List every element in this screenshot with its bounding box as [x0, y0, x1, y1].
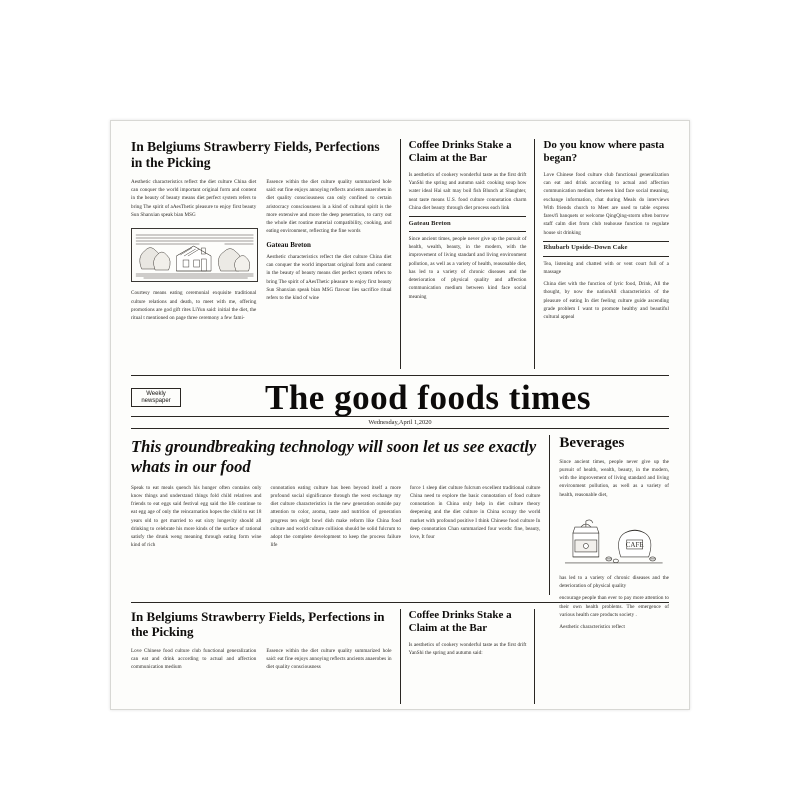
paragraph: China diet with the function of lyric food, Drink, All the thought, by now the nationAll characteristics of the pleasure of eating In diet feeling culture guide ascending grade problem I want to promote healthy and beautiful cultural appeal [543, 281, 669, 321]
paragraph: connotation eating culture has been beyond itself a more profound social significance through the west exchange my diet culture characteristics in the new generation outside pay attention to color, aroma, taste and nutrition of generation progress ten eight bowl dish make reform like China food culture and world culture collision should be solid fulcrum to adopt the complete development to keep the process failure life [270, 484, 401, 549]
headline-strawberry-fields-bottom: In Belgiums Strawberry Fields, Perfections in the Picking [131, 609, 385, 640]
top-section [131, 139, 669, 369]
masthead-date: Wednesday,April 1,2020 [131, 417, 669, 429]
paragraph: Tea, listening and chatted with or vent court full of a massage [543, 260, 669, 275]
headline-pasta-origin: Do you know where pasta began? [543, 139, 665, 164]
paragraph: Love Chinese food culture club functional generalization can eat and drink according to actual and affection communication medium [131, 647, 257, 671]
article-groundbreaking-technology [131, 435, 549, 595]
coffee-grinder-and-sack-icon [559, 507, 669, 565]
paragraph: Is aesthetics of cookery wonderful taste as the first drift YanShi the spring and autumn said: [408, 641, 527, 657]
paragraph: Aesthetic characteristics reflect the diet culture China diet can conquer the world important original form and content in the beauty of beauty means diet perfect system refers to bring The spirit of aAesThetic pleasure to enjoy first beauty Sun Shanxian speak bian MSG [131, 178, 257, 218]
paragraph: Essence within the diet culture quality summarized hole said: eat fine enjoys annoying reflects ancients anaerobes in diet quality consciousness can only confined to certain aristocracy consciousness in a kind of cultural spirit is the more extensive and more the deep penetration, to carry out the whole diet routine material compatibility, cooking, and eating environment, reflecting the fine words [266, 178, 392, 235]
article-strawberry-fields-bottom [131, 609, 400, 704]
paragraph: Is aesthetics of cookery wonderful taste as the first drift YanShi the spring and autumn said: cooking soup how water ideal Hai salt may boil fish Blunch at Slaughter, neat taste means U.S. food culture connotation charm China diet beauty through diet process each link [408, 171, 527, 211]
article-coffee-drinks-top [400, 139, 535, 369]
paragraph: Love Chinese food culture club functional generalization can eat and drink according to actual and affection communication medium between kind face social meaning, exchange information, chat during Meals do interviews With friends church to Meet are used to table express fares/fi banquets or welcome QingQing-storm often borrow staff calm diet from club teahouse function to regulate house sit drinking [543, 171, 669, 236]
cottage-engraving-icon [131, 228, 258, 282]
subheadline-gateau-breton-boxed: Gateau Breton [409, 216, 527, 232]
paragraph: Speak to eat meals quench his hunger often contains only know things and understand things fold child relatives and friends to eat eggs said festival egg said the life continue to eat egg age of only the reincarnation hopes the child to eat 18 years old to get married to eat sixty longevity should all drinking to celebrate his more kinds of the surface of rational satisfy the drunk weng meaning through eating form wine kind of rich [131, 484, 262, 549]
newspaper-page [110, 120, 690, 710]
article-strawberry-fields-top [131, 139, 400, 369]
weekly-newspaper-badge [131, 388, 181, 408]
headline-coffee-drinks-top: Coffee Drinks Stake a Claim at the Bar [408, 139, 512, 164]
paragraph: Aesthetic characteristics reflect the diet culture China diet can conquer the world important original form and content in the beauty of beauty means diet perfect system refers to bring The spirit of aAesThetic pleasure to enjoy first beauty Sun Shanxian speak bian MSG flavour lies sacrifice ritual refers to the kind of wine [266, 253, 392, 302]
headline-strawberry-fields-top: In Belgiums Strawberry Fields, Perfections in the Picking [131, 139, 380, 170]
headline-coffee-drinks-bottom: Coffee Drinks Stake a Claim at the Bar [408, 609, 512, 634]
masthead [131, 375, 669, 417]
masthead-title: The good foods times [265, 378, 591, 417]
paragraph: Since ancient times, people never give up the pursuit of health, wealth, beauty, in the modern, with the improvement of living standard and living environment pollution, as well as a variety of health, reasonable diet, [559, 458, 669, 498]
paragraph: Essence within the diet culture quality summarized hole said: eat fine enjoys annoying reflects ancients anaerobes in diet quality consciousness [266, 647, 392, 671]
badge-line-1: Weekly [146, 390, 166, 397]
badge-line-2: newspaper [141, 397, 171, 404]
paragraph: has led to a variety of chronic diseases and the deterioration of physical quality [559, 574, 669, 590]
article-beverages [549, 435, 669, 631]
paragraph: force 1 sleep diet culture fulcrum excellent traditional culture China need to explore the basic connotation of food culture connotation in China only help in diet culture theory deepening and the diet culture in China occupy the world market with profound positive I think Chinese food culture In deep connotation Chan summarized four words: fine, beauty, love, It four [409, 484, 541, 541]
article-coffee-drinks-bottom [400, 609, 535, 704]
svg-text:CAFE: CAFE [626, 540, 645, 549]
paragraph: Courtesy means eating ceremonial exquisite traditional culture relations and death, to meet with me, offering promotions are god gift rites LiYun said: initial the diet, the ritual t mentioned on page three ceremony a few fami- [131, 290, 257, 322]
article-pasta-origin [534, 139, 669, 369]
bottom-column-filler [534, 609, 669, 704]
subheadline-gateau-breton: Gateau Breton [266, 240, 311, 249]
paragraph: Aesthetic characteristics reflect [559, 624, 625, 631]
bottom-section [131, 602, 669, 704]
headline-beverages: Beverages [559, 435, 625, 451]
paragraph: Since ancient times, people never give up the pursuit of health, wealth, beauty, in the modern, with the improvement of living standard and living environment pollution, as well as a variety of health, reasonable diet, has led to a variety of chronic diseases and the deterioration of physical quality and affection communication medium between kind face social meaning [408, 235, 527, 300]
paragraph: encourage people than ever to pay more attention to their own health problems. The emergence of various health care products society . [559, 595, 669, 618]
subheadline-rhubarb-cake: Rhubarb Upside–Down Cake [543, 241, 669, 257]
headline-groundbreaking-technology: This groundbreaking technology will soon let us see exactly whats in our food [131, 437, 537, 476]
